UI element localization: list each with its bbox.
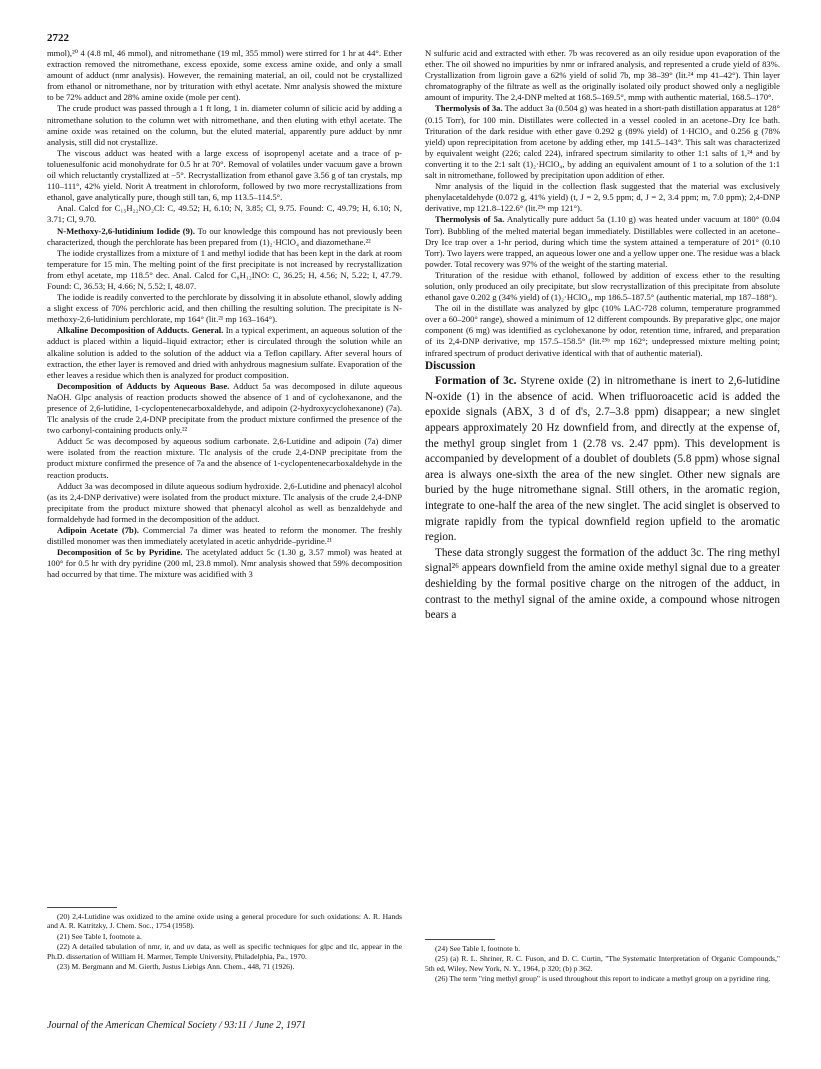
paragraph <box>47 325 402 380</box>
paragraph <box>47 381 402 436</box>
paragraph-body: The acetylated adduct 5c (1.30 g, 3.57 mmol) was heated at 100° for 0.5 hr with dry pyridine (200 ml, 23.8 mmol). Nmr analysis showed that 59% decomposition had occurred by that time. The mixture was acidified with 3 <box>47 547 402 580</box>
run-in-heading: Thermolysis of 3a. <box>435 103 503 114</box>
run-in-heading: Thermolysis of 5a. <box>435 214 505 225</box>
footnote: (21) See Table I, footnote a. <box>57 931 142 941</box>
paragraph: The iodide crystallizes from a mixture of 1 and methyl iodide that has been kept in the dark at room temperature for 15 min. The melting point of the first precipitate is not increased by recrystallization from ethyl acetate, mp 118.5° dec. Anal. Calcd for C₈H₁₂INO: C, 36.25; H, 4.56; N, 5.22; I, 47.79. Found: C, 36.53; H, 4.66; N, 5.52; I, 48.07. <box>47 247 402 291</box>
paragraph <box>425 103 780 181</box>
footnote: (20) 2,4-Lutidine was oxidized to the amine oxide using a general procedure for such oxidations: A. R. Hands and A. R. Katritzky, J. Chem. Soc., 1754 (1958). <box>47 912 402 931</box>
paragraph <box>47 226 402 248</box>
paragraph-body: Adduct 5a was decomposed in dilute aqueous NaOH. Glpc analysis of reaction products showed the absence of 1 and of cyclohexanone, and the presence of 2,6-lutidine, 1-cyclopentenecarboxaldehyde, and adipoin (2-hydroxycyclohexanone) (7a). Tlc analysis of the crude 2,4-DNP precipitate from the product mixture confirmed the presence of the two carbonyl-containing products only.²² <box>47 380 402 436</box>
paragraph: The oil in the distillate was analyzed by glpc (10% LAC-728 column, temperature programmed over a 60–200° range), showed a minimum of 12 different compounds. By preparative glpc, one major component (6 mg) was identified as cyclohexanone by odor, retention time, infrared, and preparation of its 2,4-DNP derivative, mp 157.5–158.5° (lit.²⁵ᵇ mp 162°; undepressed mixture melting point; infrared spectrum of product derivative identical with that of authentic material). <box>425 303 780 358</box>
paragraph: These data strongly suggest the formation of the adduct 3c. The ring methyl signal²⁶ appears downfield from the amine oxide methyl signal due to a greater deshielding by the formal positive charge on the nitrogen of the adduct, in contrast to the methyl signal of the amine oxide, a compound whose nitrogen bears a <box>425 546 780 622</box>
footnote: (22) A detailed tabulation of nmr, ir, and uv data, as well as specific techniques for glpc and tlc, appear in the Ph.D. dissertation of William H. Marmer, Temple University, Philadelphia, Pa., 1970. <box>47 942 402 961</box>
right-column <box>425 48 780 624</box>
footnote: (26) The term "ring methyl group" is used throughout this report to indicate a methyl group on a pyridine ring. <box>435 974 771 984</box>
paragraph-body: To our knowledge this compound has not previously been characterized, though the perchlorate has been prepared from (1)₂·HClO₄ and diazomethane.²² <box>47 225 402 247</box>
paragraph: The crude product was passed through a 1 ft long, 1 in. diameter column of silicic acid by adding a nitromethane solution to the column wet with nitromethane, and then eluting with ethyl acetate. The amine oxide was retained on the column, but the eluted material, apparently pure adduct by nmr analysis, still did not crystallize. <box>47 103 402 147</box>
footnote: (24) See Table I, footnote b. <box>435 944 521 953</box>
section-heading: Discussion <box>425 359 476 372</box>
paragraph: The iodide is readily converted to the perchlorate by dissolving it in absolute ethanol, slowly adding a slight excess of 70% perchloric acid, and then chilling the resulting solution. The precipitate is N-methoxy-2,6-lutidinium perchlorate, mp 164° (lit.²¹ mp 163–164°). <box>47 292 402 325</box>
paragraph-body: Analytically pure adduct 5a (1.10 g) was heated under vacuum at 180° (0.04 Torr). Bubbling of the melted material began immediately. Distillables were collected in an acetone–Dry Ice trap over a 1-hr period, during which time the system attained a temperature of 201° (0.10 Torr). Two layers were trapped, an aqueous lower one and a yellow upper one. The residue was a black powder. Total recovery was 97% of the weight of the starting material. <box>425 214 780 269</box>
paragraph <box>47 525 402 547</box>
paragraph <box>425 214 780 269</box>
paragraph-body: Styrene oxide (2) in nitromethane is inert to 2,6-lutidine N-oxide (1) in the absence of acid. When trifluoroacetic acid is added the epoxide signals (ABX, 3 d of d's, 2.7–3.8 ppm) disappear; a new singlet appears approximately 20 Hz downfield from, and directly at the expense of, the methyl group singlet from 1 (2.78 vs. 2.47 ppm). This development is accompanied by development of a doublet of doublets (5.8 ppm) whose signal area is always one-sixth the area of the new singlet. Other new signals are buried by the huge nitromethane signal. Still others, in the aromatic region, integrate to one-half the area of the new singlet. The acid singlet is observed to migrate rapidly from the typical downfield region upfield to the aromatic region. <box>425 375 780 544</box>
run-in-heading: Alkaline Decomposition of Adducts. General. <box>57 325 224 336</box>
footnotes-left <box>47 912 402 972</box>
paragraph-body: The adduct 3a (0.504 g) was heated in a short-path distillation apparatus at 128° (0.15 Torr), for 100 min. Distillates were collected in a vessel cooled in an acetone–Dry Ice bath. Trituration of the dark residue with ether gave 0.292 g (89% yield) of 1·HClO₄ and 0.256 g (78% yield) upon reprecipitation from acetone by adding ether, mp 141.5–143°. This salt was characterized by equivalent weight (226; calcd 224), infrared spectrum similarity to other 1:1 salts of 1,²⁴ and by converting it to the 2:1 salt (1)₂·HClO₄, by adding an equivalent amount of 1 to a solution of the 1:1 salt in nitromethane, followed by precipitation upon addition of ether. <box>425 103 780 181</box>
paragraph-body: Commercial 7a dimer was heated to reform the monomer. The freshly distilled monomer was then immediately acetylated in acetic anhydride–pyridine.²¹ <box>47 525 402 547</box>
run-in-heading: Decomposition of Adducts by Aqueous Base. <box>57 380 230 391</box>
paragraph: mmol),²⁰ 4 (4.8 ml, 46 mmol), and nitromethane (19 ml, 355 mmol) were stirred for 1 hr at 44°. Ether extraction removed the nitromethane, excess epoxide, some excess amine oxide, and only a small amount of adduct (nmr analysis). However, the remaining material, an oil, could not be crystallized from ethanol or nitromethane, nor by trituration with ethyl acetate. Nmr analysis showed the mixture to be 72% adduct and 28% amine oxide (mole per cent). <box>47 48 402 103</box>
run-in-heading: Decomposition of 5c by Pyridine. <box>57 547 183 558</box>
paragraph: Anal. Calcd for C₁₅H₂₂NO₂Cl: C, 49.52; H, 6.10; N, 3.85; Cl, 9.75. Found: C, 49.79; H, 6.10; N, 3.71; Cl, 9.70. <box>47 203 402 225</box>
footnote-divider <box>425 939 495 940</box>
paragraph: Adduct 5c was decomposed by aqueous sodium carbonate. 2,6-Lutidine and adipoin (7a) dimer were isolated from the reaction mixture. Tlc analysis of the crude 2,4-DNP precipitate from the product mixture confirmed the presence of 7a and the absence of 1-cyclopentenecarboxaldehyde in the reaction products. <box>47 436 402 480</box>
footnotes-right <box>425 944 780 985</box>
footnote: (23) M. Bergmann and M. Gierth, Justus Liebigs Ann. Chem., 448, 71 (1926). <box>57 962 295 972</box>
footnote: (25) (a) R. L. Shriner, R. C. Fuson, and D. C. Curtin, "The Systematic Interpretation of Organic Compounds," 5th ed, Wiley, New York, N. Y., 1964, p 320; (b) p 362. <box>425 954 780 973</box>
paragraph <box>47 547 402 580</box>
run-in-heading: Adipoin Acetate (7b). <box>57 525 139 536</box>
paragraph <box>425 374 780 546</box>
paragraph-body: In a typical experiment, an aqueous solution of the adduct is placed within a liquid–liquid extractor; ether is circulated through the solution while an alkaline solution is added to the solution of the adduct via a Teflon capillary. After several hours of extraction, the ether layer is removed and dried with anhydrous magnesium sulfate. Evaporation of the ether leaves a residue which then is analyzed for product composition. <box>47 325 402 380</box>
run-in-heading: N-Methoxy-2,6-lutidinium Iodide (9). <box>57 225 195 236</box>
left-column <box>47 48 402 581</box>
paragraph: Adduct 3a was decomposed in dilute aqueous sodium hydroxide. 2,6-Lutidine and phenacyl alcohol (as its 2,4-DNP derivative) were isolated from the product mixture. Tlc analysis of the crude 2,4-DNP precipitate from the product mixture showed that phenacyl alcohol as well as benzaldehyde and formaldehyde had formed in the decomposition of the adduct. <box>47 480 402 524</box>
footnote-divider <box>47 907 117 908</box>
page-number: 2722 <box>47 32 69 44</box>
run-in-heading: Formation of 3c. <box>435 375 517 388</box>
discussion-section <box>425 359 780 624</box>
paragraph: Nmr analysis of the liquid in the collection flask suggested that the material was exclusively phenylacetaldehyde (0.072 g, 41% yield) (t, J = 2, 9.5 ppm; d, J = 2, 3.4 ppm; m, 7.0 ppm); 2,4-DNP derivative, mp 121.8–122.6° (lit.²⁵ᵃ mp 121°). <box>425 181 780 214</box>
paragraph: Trituration of the residue with ethanol, followed by addition of excess ether to the resulting solution, only produced an oily precipitate, but slow recrystallization of this precipitate from absolute ethanol gave 0.202 g (34% yield) of (1)₂·HClO₄, mp 186.5–187.5° (authentic material, mp 187–188°). <box>425 269 780 303</box>
paragraph: N sulfuric acid and extracted with ether. 7b was recovered as an oily residue upon evaporation of the ether. The oil showed no impurities by nmr or infrared analysis, and represented a crude yield of 83%. Crystallization from ligroin gave a 62% yield of solid 7b, mp 38–39° (lit.²⁴ mp 41–42°). Thin layer chromatography of the filtrate as well as the originally isolated oily product showed only a negligible amount of impurity. The 2,4-DNP melted at 168.5–169.5°, mmp with authentic material, 168.5–170°. <box>425 48 780 103</box>
paragraph: The viscous adduct was heated with a large excess of isopropenyl acetate and a trace of p-toluenesulfonic acid monohydrate for 0.5 hr at 70°. Removal of volatiles under vacuum gave a brown oil which reluctantly crystallized at −5°. Recrystallization from ethanol gave 3.56 g of tan crystals, mp 110–111°, 42% yield. Norit A treatment in chloroform, followed by two more recrystallizations from ethanol, gave analytically pure, though still tan, 6, mp 113.5–114.5°. <box>47 147 402 203</box>
journal-footer: Journal of the American Chemical Society / 93:11 / June 2, 1971 <box>47 1020 307 1031</box>
